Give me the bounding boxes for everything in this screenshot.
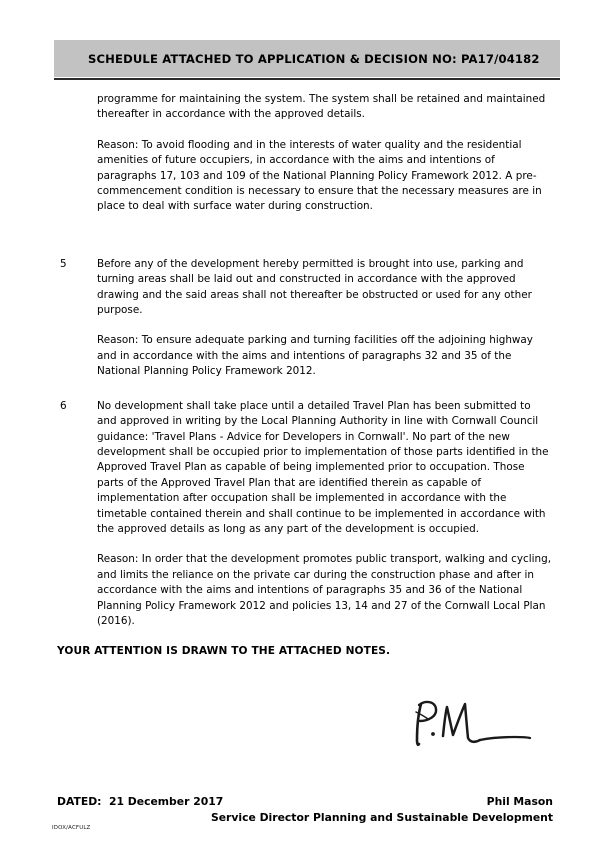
signature-image: [404, 690, 554, 765]
condition-reason: Reason: In order that the development promotes public transport, walking and cycling, and limits the reliance on the private car during the construction phase and after in accordance with the aims and intentions of paragraphs 35 and 36 of the National Planning Policy Framework 2012 and policies 13, 14 and 27 of the Cornwall Local Plan (2016).: [97, 553, 552, 627]
condition-number: 5: [60, 257, 67, 270]
schedule-body: [0, 92, 603, 629]
condition-text: No development shall take place until a detailed Travel Plan has been submitted to and approved in writing by the Local Planning Authority in line with Cornwall Council guidance: 'Travel Plans - Advice for Developers in Cornwall'. No part of the new development shall be occupied prior to implementation of those parts identified in the Approved Travel Plan as capable of being implemented prior to occupation. Those parts of the Approved Travel Plan that are identified therein as capable of implementation after occupation shall be implemented in accordance with the timetable contained therein and shall continue to be implemented in accordance with the approved details as long as any part of the development is occupied.: [97, 399, 549, 535]
dated-line: DATED: 21 December 2017: [57, 795, 224, 808]
spacer: [0, 215, 603, 238]
spacer: [97, 537, 553, 552]
spacer: [0, 380, 603, 399]
condition-reason: Reason: To ensure adequate parking and turning facilities off the adjoining highway and in accordance with the aims and intentions of paragraphs 32 and 35 of the National Planning Policy Framework 2012.: [97, 334, 533, 378]
spacer: [97, 318, 553, 333]
spacer: [97, 123, 553, 138]
page-title: SCHEDULE ATTACHED TO APPLICATION & DECISION NO: PA17/04182: [88, 51, 540, 66]
condition-text: programme for maintaining the system. The system shall be retained and maintained thereafter in accordance with the approved details.: [97, 93, 546, 121]
condition-block-6: [0, 399, 603, 630]
header-divider: [54, 78, 560, 80]
condition-number: 6: [60, 399, 67, 412]
condition-block-5: [0, 257, 603, 380]
spacer: [0, 238, 603, 257]
attention-notice: YOUR ATTENTION IS DRAWN TO THE ATTACHED NOTES.: [57, 645, 391, 657]
condition-reason: Reason: To avoid flooding and in the interests of water quality and the residential amenities of future occupiers, in accordance with the aims and intentions of paragraphs 17, 103 and 109 of the National Planning Policy Framework 2012. A pre-commencement condition is necessary to ensure that the necessary measures are in place to deal with surface water during construction.: [97, 138, 542, 213]
signatory-role: Service Director Planning and Sustainable Development: [210, 811, 553, 824]
schedule-header-banner: [54, 40, 560, 77]
document-reference-code: IDOX/ACFULZ: [52, 825, 91, 831]
signatory-name: Phil Mason: [486, 795, 553, 808]
signature-mark: [404, 690, 554, 765]
condition-block-continued: [0, 92, 603, 215]
condition-text: Before any of the development hereby permitted is brought into use, parking and turning areas shall be laid out and constructed in accordance with the approved drawing and the said areas shall not thereafter be obstructed or used for any other purpose.: [97, 257, 532, 317]
